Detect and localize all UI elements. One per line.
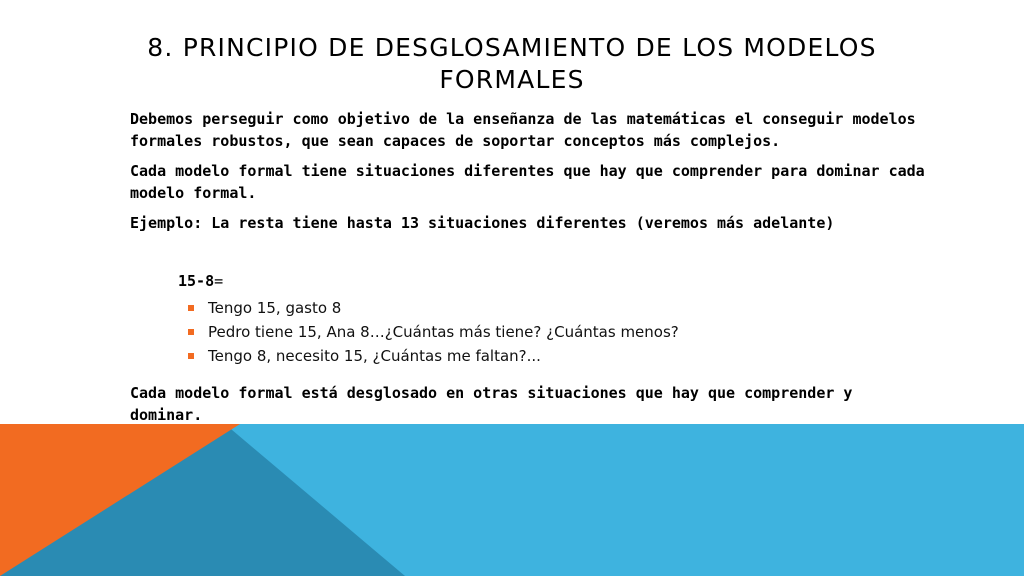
example-expression xyxy=(178,270,930,292)
list-item-text: Tengo 15, gasto 8 xyxy=(208,299,342,317)
expression-text: 15-8 xyxy=(178,272,215,290)
paragraph-closing: Cada modelo formal está desglosado en otras situaciones que hay que comprender y dominar. xyxy=(130,384,853,424)
paragraph-situations: Cada modelo formal tiene situaciones diferentes que hay que comprender para dominar cada modelo formal. xyxy=(130,162,925,202)
list-item xyxy=(186,296,930,320)
square-bullet-icon xyxy=(188,305,194,311)
square-bullet-icon xyxy=(188,353,194,359)
list-item-text: Tengo 8, necesito 15, ¿Cuántas me faltan?... xyxy=(208,347,541,365)
list-item xyxy=(186,320,930,344)
list-item-text: Pedro tiene 15, Ana 8…¿Cuántas más tiene? ¿Cuántas menos? xyxy=(208,323,679,341)
list-item xyxy=(186,344,930,368)
slide-title: 8. PRINCIPIO DE DESGLOSAMIENTO DE LOS MODELOS FORMALES xyxy=(147,33,877,94)
paragraph-objective: Debemos perseguir como objetivo de la enseñanza de las matemáticas el conseguir modelos formales robustos, que sean capaces de soportar conceptos más complejos. xyxy=(130,110,916,150)
slide-content xyxy=(130,108,930,434)
equals-sign: = xyxy=(214,272,224,290)
situation-list xyxy=(130,296,930,368)
paragraph-example: Ejemplo: La resta tiene hasta 13 situaciones diferentes (veremos más adelante) xyxy=(130,214,835,232)
square-bullet-icon xyxy=(188,329,194,335)
